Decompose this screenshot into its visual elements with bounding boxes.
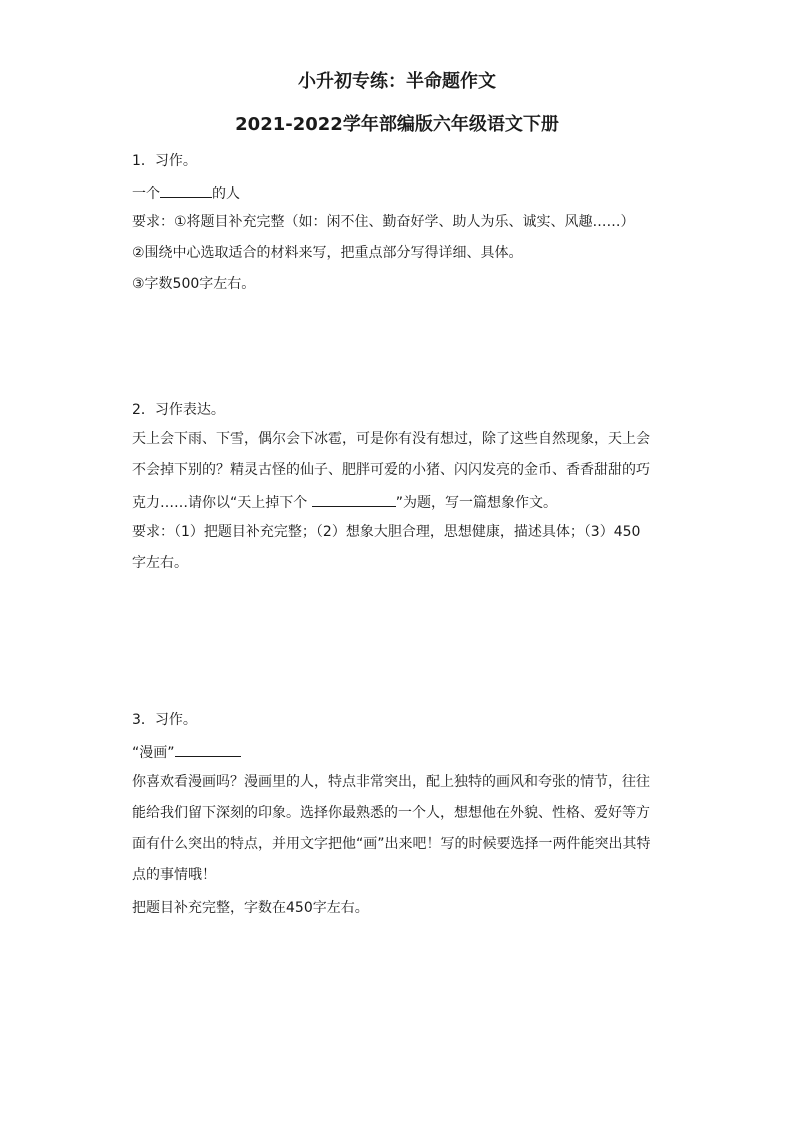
q3-line-2: 能给我们留下深刻的印象。选择你最熟悉的一个人，想想他在外貌、性格、爱好等方 xyxy=(132,805,650,821)
q1-prompt-before: 一个 xyxy=(132,186,160,202)
q2-blank-after: ”为题，写一篇想象作文。 xyxy=(395,495,557,511)
q3-heading: 3．习作。 xyxy=(132,712,197,728)
q3-line-4: 点的事情哦！ xyxy=(132,867,216,883)
q2-line-2: 不会掉下别的？精灵古怪的仙子、肥胖可爱的小猪、闪闪发亮的金币、香香甜甜的巧 xyxy=(132,462,650,478)
q2-requirement-2: 字左右。 xyxy=(132,555,188,571)
q2-fill-blank xyxy=(312,491,396,507)
q1-fill-blank xyxy=(160,182,212,198)
q1-heading: 1．习作。 xyxy=(132,153,197,169)
document-subtitle: 2021-2022学年部编版六年级语文下册 xyxy=(235,114,559,135)
q2-blank-before: 克力……请你以“天上掉下个 xyxy=(132,495,312,511)
document-title: 小升初专练：半命题作文 xyxy=(298,71,496,92)
q2-line-3 xyxy=(132,491,557,513)
q3-line-3: 面有什么突出的特点，并用文字把他“画”出来吧！写的时候要选择一两件能突出其特 xyxy=(132,836,651,852)
q3-line-1: 你喜欢看漫画吗？漫画里的人，特点非常突出，配上独特的画风和夸张的情节，往往 xyxy=(132,774,650,790)
q3-fill-blank xyxy=(175,741,241,757)
q2-requirement-1: 要求：（1）把题目补充完整；（2）想象大胆合理，思想健康，描述具体；（3）450 xyxy=(132,524,641,540)
q1-prompt xyxy=(132,182,240,204)
q1-prompt-after: 的人 xyxy=(212,186,240,202)
q3-prompt xyxy=(132,741,241,763)
q2-heading: 2．习作表达。 xyxy=(132,402,225,418)
q1-requirement-1: 要求：①将题目补充完整（如：闲不住、勤奋好学、助人为乐、诚实、风趣……） xyxy=(132,214,635,230)
q1-requirement-3: ③字数500字左右。 xyxy=(132,276,256,292)
q2-line-1: 天上会下雨、下雪，偶尔会下冰雹，可是你有没有想过，除了这些自然现象，天上会 xyxy=(132,431,650,447)
q3-line-5: 把题目补充完整，字数在450字左右。 xyxy=(132,900,369,916)
q1-requirement-2: ②围绕中心选取适合的材料来写，把重点部分写得详细、具体。 xyxy=(132,245,523,261)
q3-prompt-text: “漫画” xyxy=(132,745,175,761)
